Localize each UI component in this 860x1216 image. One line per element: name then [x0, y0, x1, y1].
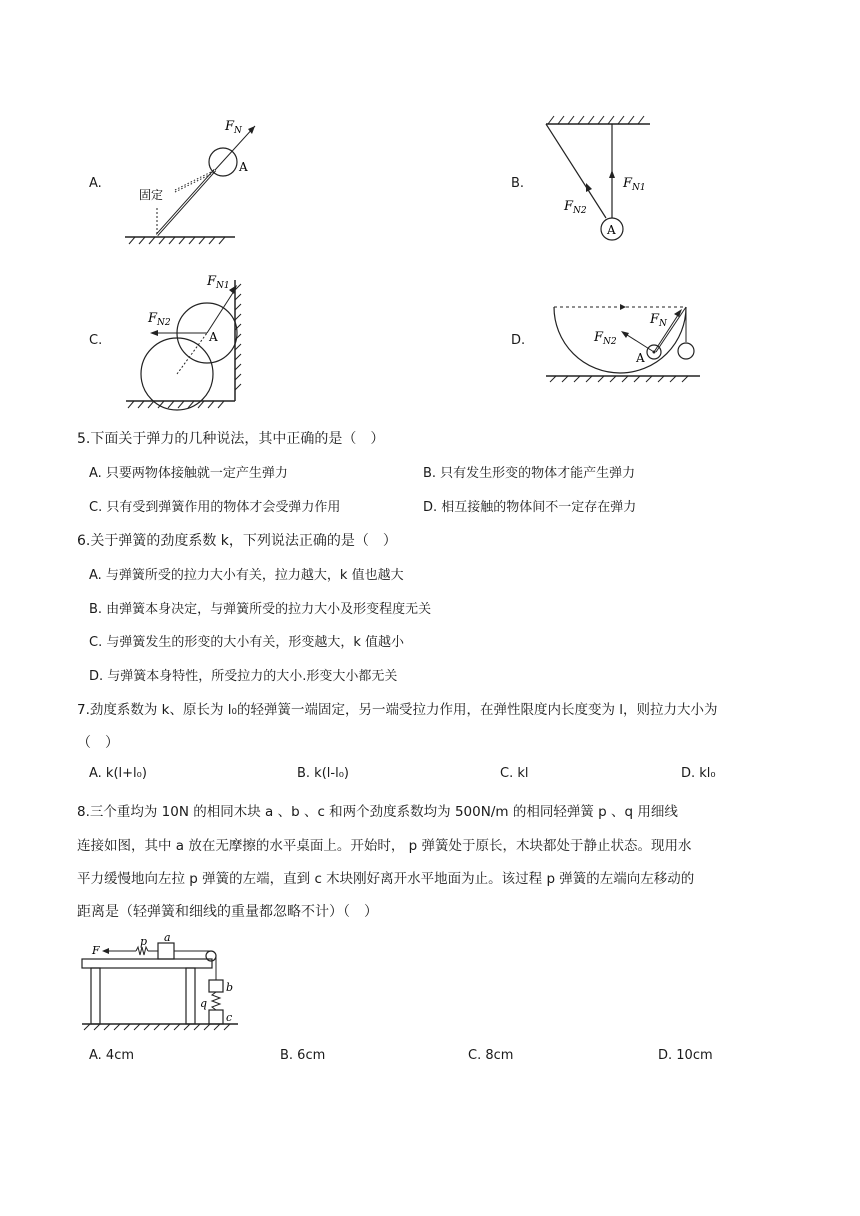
q7-option-c: C. kl: [500, 766, 529, 781]
q6-option-d: D. 与弹簧本身特性，所受拉力的大小.形变大小都无关: [89, 669, 398, 684]
q8-figure-spring-p-label: p: [140, 935, 148, 948]
figure-a-fixed-label: 固定: [139, 188, 164, 202]
q8-option-a: A. 4cm: [89, 1048, 135, 1063]
figure-d-fn-label: $F_N$: [650, 312, 667, 329]
figure-a-fn-label: $F_N$: [225, 119, 242, 136]
q7-stem-line1: 7.劲度系数为 k、原长为 l₀的轻弹簧一端固定，另一端受拉力作用，在弹性限度内长度变为 l，则拉力大小为: [77, 702, 718, 718]
q8-figure-block-c-label: c: [226, 1011, 233, 1024]
q8-option-c: C. 8cm: [468, 1048, 514, 1063]
figure-b-point-label: A: [607, 223, 616, 237]
figure-option-a-label: A.: [89, 176, 102, 191]
q5-option-c: C. 只有受到弹簧作用的物体才会受弹力作用: [89, 500, 341, 515]
figure-option-d-label: D.: [511, 333, 526, 348]
figure-c-fn2-label: $F_{N2}$: [148, 311, 171, 328]
figure-b: [540, 112, 660, 247]
figure-d-point-label: A: [636, 351, 645, 365]
q5-option-a: A. 只要两物体接触就一定产生弹力: [89, 466, 288, 481]
figure-b-fn1-label: $F_{N1}$: [623, 176, 646, 193]
q8-stem-line4: 距离是（轻弹簧和细线的重量都忽略不计）（ ）: [77, 904, 378, 920]
figure-d-fn2-label: $F_{N2}$: [594, 330, 617, 347]
q8-stem-line3: 平力缓慢地向左拉 p 弹簧的左端，直到 c 木块刚好离开水平地面为止。该过程 p 弹簧的左端向左移动的: [77, 871, 695, 887]
q7-stem-line2: （ ）: [77, 735, 119, 751]
figure-option-c-label: C.: [89, 333, 103, 348]
q6-stem: 6.关于弹簧的劲度系数 k，下列说法正确的是（ ）: [77, 533, 397, 549]
q7-option-a: A. k(l+l₀): [89, 766, 147, 781]
q8-option-d: D. 10cm: [658, 1048, 713, 1063]
figure-c-point-label: A: [209, 330, 218, 344]
figure-b-fn2-label: $F_{N2}$: [564, 199, 587, 216]
q8-figure-spring-q-label: q: [200, 997, 208, 1010]
q8-figure-block-a-label: a: [164, 931, 171, 944]
figure-d: [540, 298, 710, 388]
q5-option-d: D. 相互接触的物体间不一定存在弹力: [423, 500, 637, 515]
figure-c-fn1-label: $F_{N1}$: [207, 274, 230, 291]
q8-stem-line2: 连接如图，其中 a 放在无摩擦的水平桌面上。开始时， p 弹簧处于原长，木块都处于静止状态。现用水: [77, 838, 692, 854]
figure-c: [120, 270, 245, 410]
q5-option-b: B. 只有发生形变的物体才能产生弹力: [423, 466, 636, 481]
q8-option-b: B. 6cm: [280, 1048, 326, 1063]
q8-figure: [78, 930, 248, 1030]
q6-option-c: C. 与弹簧发生的形变的大小有关，形变越大，k 值越小: [89, 635, 405, 650]
q6-option-a: A. 与弹簧所受的拉力大小有关，拉力越大，k 值也越大: [89, 568, 404, 583]
q8-stem-line1: 8.三个重均为 10N 的相同木块 a 、b 、c 和两个劲度系数均为 500N/m 的相同轻弹簧 p 、q 用细线: [77, 804, 678, 820]
figure-a: [115, 110, 248, 245]
q8-figure-block-b-label: b: [226, 981, 234, 994]
q5-stem: 5.下面关于弹力的几种说法，其中正确的是（ ）: [77, 431, 385, 447]
q7-option-b: B. k(l-l₀): [297, 766, 349, 781]
q6-option-b: B. 由弹簧本身决定，与弹簧所受的拉力大小及形变程度无关: [89, 602, 432, 617]
figure-option-b-label: B.: [511, 176, 525, 191]
q7-option-d: D. kl₀: [681, 766, 716, 781]
q8-figure-force-label: F: [92, 944, 100, 957]
figure-a-point-label: A: [239, 160, 248, 174]
